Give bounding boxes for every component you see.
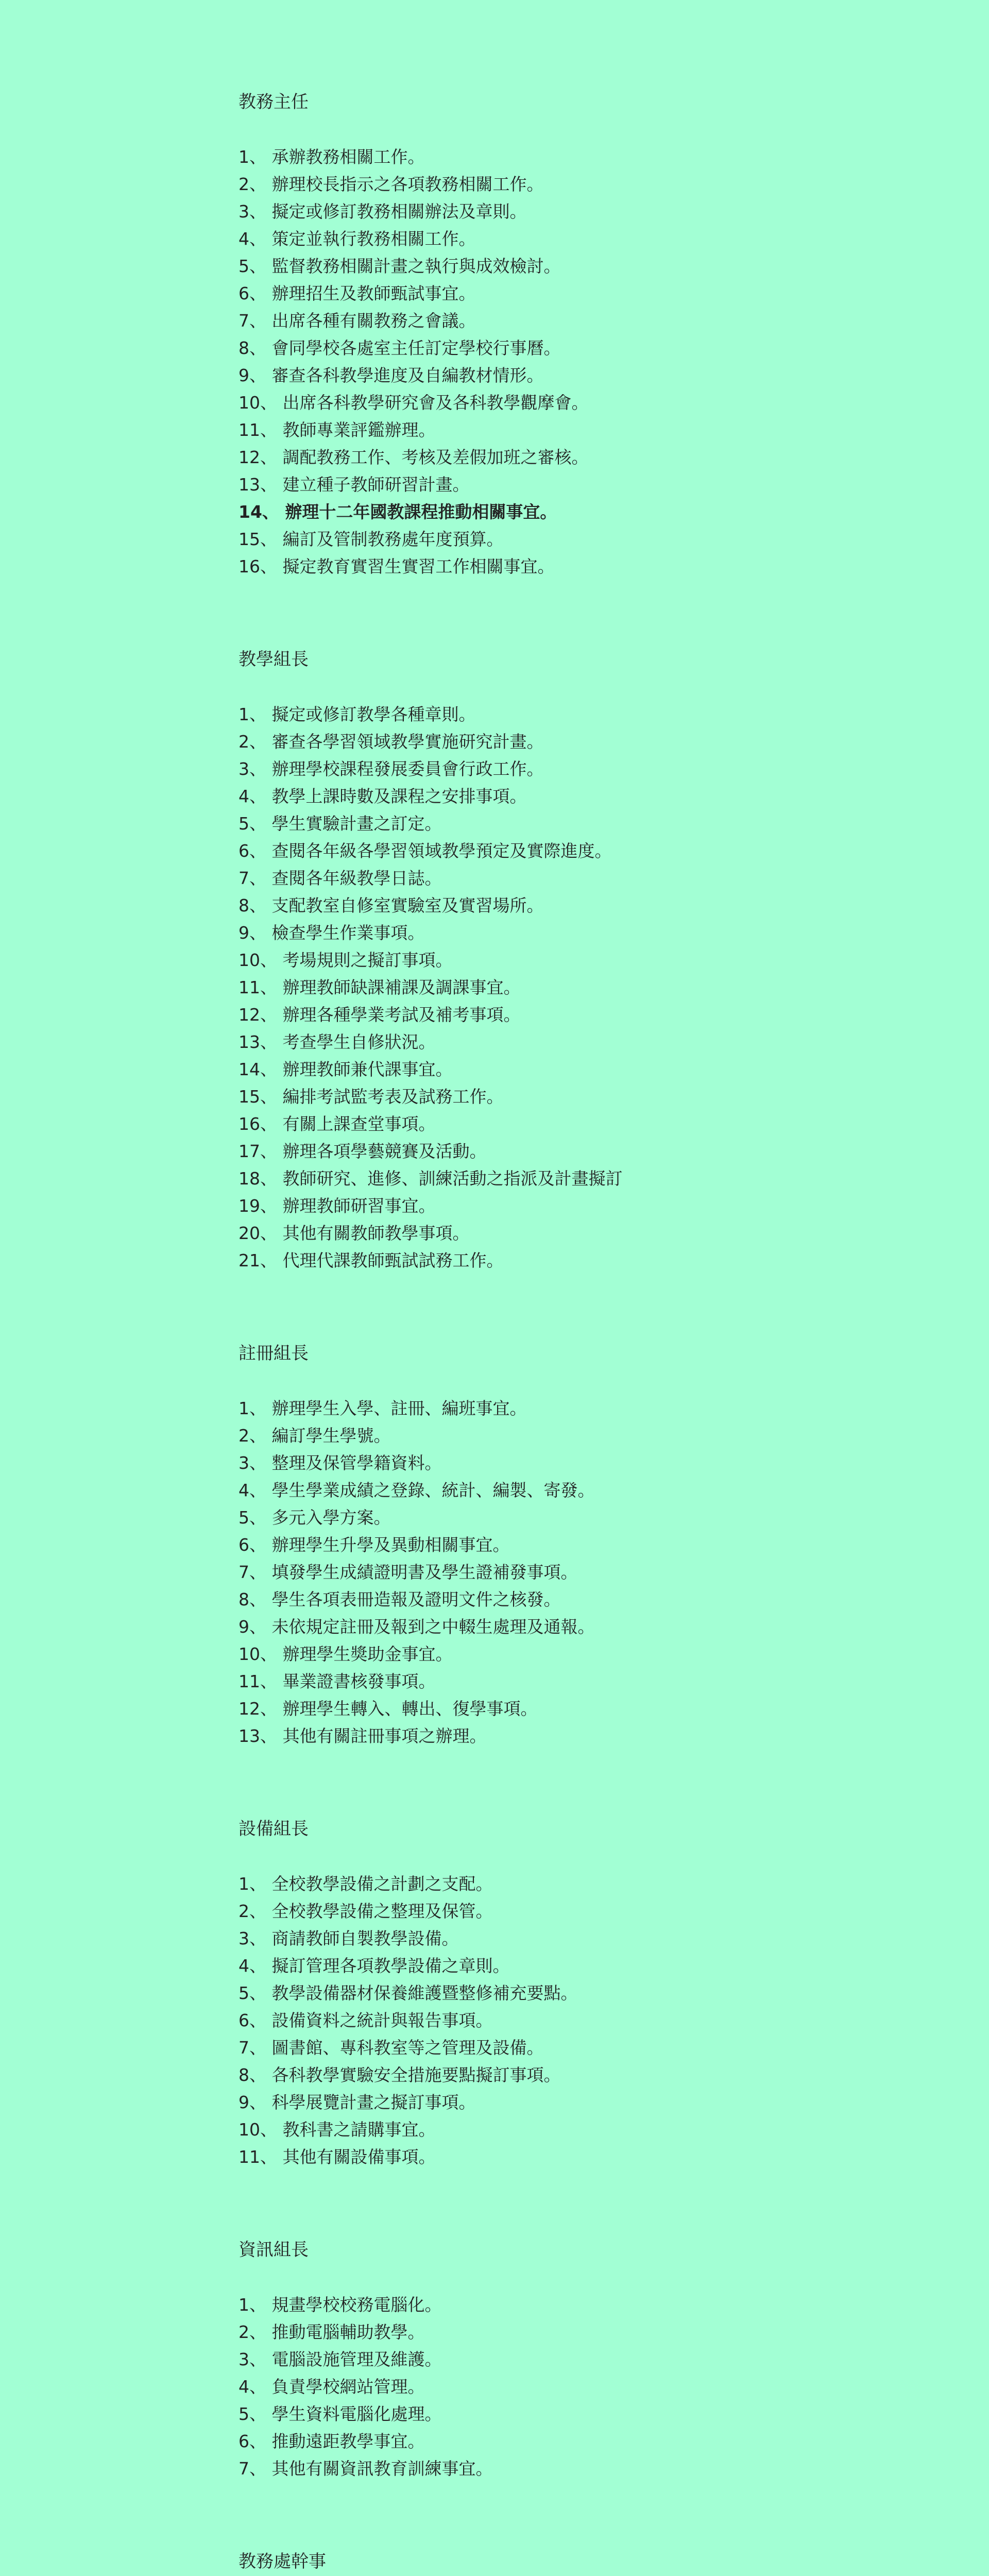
duty-item: 3、 電腦設施管理及維護。 xyxy=(238,2349,442,2369)
duty-list xyxy=(238,1870,989,2171)
section-equipment-chief xyxy=(238,1819,989,2171)
section-title: 設備組長 xyxy=(238,1819,309,1839)
duty-item: 4、 策定並執行教務相關工作。 xyxy=(238,229,476,249)
duty-item: 7、 圖書館、專科教室等之管理及設備。 xyxy=(238,2038,544,2058)
duty-item: 17、 辦理各項學藝競賽及活動。 xyxy=(238,1141,487,1161)
duty-item: 15、 編排考試監考表及試務工作。 xyxy=(238,1087,504,1107)
duty-item: 3、 擬定或修訂教務相關辦法及章則。 xyxy=(238,201,527,222)
duty-item: 4、 學生學業成績之登錄、統計、編製、寄發。 xyxy=(238,1480,595,1500)
duty-item: 11、 畢業證書核發事項。 xyxy=(238,1671,436,1691)
duty-item: 6、 設備資料之統計與報告事項。 xyxy=(238,2010,493,2030)
duty-item: 2、 全校教學設備之整理及保管。 xyxy=(238,1901,493,1921)
duty-item: 11、 其他有關設備事項。 xyxy=(238,2147,436,2167)
duty-item: 13、 考查學生自修狀況。 xyxy=(238,1032,436,1052)
section-title: 教務主任 xyxy=(238,92,309,112)
duty-item: 12、 辦理學生轉入、轉出、復學事項。 xyxy=(238,1699,538,1719)
duty-item: 13、 建立種子教師研習計畫。 xyxy=(238,474,470,495)
section-it-chief xyxy=(238,2240,989,2482)
duty-item: 16、 有關上課查堂事項。 xyxy=(238,1114,436,1134)
duty-item: 7、 填發學生成績證明書及學生證補發事項。 xyxy=(238,1562,578,1582)
duty-item: 6、 辦理招生及教師甄試事宜。 xyxy=(238,283,476,303)
duty-item: 2、 推動電腦輔助教學。 xyxy=(238,2322,425,2342)
duty-item: 10、 辦理學生獎助金事宜。 xyxy=(238,1644,453,1664)
duty-item: 5、 學生實驗計畫之訂定。 xyxy=(238,814,442,834)
section-title: 教學組長 xyxy=(238,649,309,670)
duty-item: 16、 擬定教育實習生實習工作相關事宜。 xyxy=(238,556,555,577)
duty-item: 1、 全校教學設備之計劃之支配。 xyxy=(238,1874,493,1894)
duty-item: 5、 監督教務相關計畫之執行與成效檢討。 xyxy=(238,256,561,276)
duty-item: 1、 辦理學生入學、註冊、編班事宜。 xyxy=(238,1398,527,1418)
duty-item: 1、 擬定或修訂教學各種章則。 xyxy=(238,704,476,724)
duty-item: 5、 多元入學方案。 xyxy=(238,1507,391,1528)
duty-item: 12、 調配教務工作、考核及差假加班之審核。 xyxy=(238,447,589,467)
section-title: 註冊組長 xyxy=(238,1343,309,1364)
duty-item: 8、 會同學校各處室主任訂定學校行事曆。 xyxy=(238,338,561,358)
section-academic-officer xyxy=(238,2551,989,2576)
duty-item: 1、 承辦教務相關工作。 xyxy=(238,147,425,167)
duty-item: 1、 規畫學校校務電腦化。 xyxy=(238,2295,442,2315)
duty-item: 9、 未依規定註冊及報到之中輟生處理及通報。 xyxy=(238,1617,595,1637)
duty-item: 19、 辦理教師研習事宜。 xyxy=(238,1196,436,1216)
duty-item: 6、 辦理學生升學及異動相關事宜。 xyxy=(238,1535,510,1555)
duty-item: 2、 辦理校長指示之各項教務相關工作。 xyxy=(238,174,544,194)
duty-item: 4、 負責學校網站管理。 xyxy=(238,2377,425,2397)
duty-item: 7、 查閱各年級教學日誌。 xyxy=(238,868,442,888)
duty-item: 9、 審查各科教學進度及自編教材情形。 xyxy=(238,365,544,385)
duty-item: 2、 審查各學習領域教學實施研究計畫。 xyxy=(238,732,544,752)
section-teaching-chief xyxy=(238,649,989,1274)
duty-item: 8、 支配教室自修室實驗室及實習場所。 xyxy=(238,895,544,916)
duty-item: 5、 教學設備器材保養維護暨整修補充要點。 xyxy=(238,1983,578,2003)
duty-item: 7、 出席各種有關教務之會議。 xyxy=(238,311,476,331)
duty-item: 15、 編訂及管制教務處年度預算。 xyxy=(238,529,504,549)
duty-item: 18、 教師研究、進修、訓練活動之指派及計畫擬訂 xyxy=(238,1168,623,1189)
duty-item: 6、 推動遠距教學事宜。 xyxy=(238,2431,425,2451)
duty-item: 11、 教師專業評鑑辦理。 xyxy=(238,420,436,440)
duty-item: 11、 辦理教師缺課補課及調課事宜。 xyxy=(238,977,521,997)
duty-item: 8、 各科教學實驗安全措施要點擬訂事項。 xyxy=(238,2065,561,2085)
duty-item: 10、 考場規則之擬訂事項。 xyxy=(238,950,453,970)
section-registry-chief xyxy=(238,1343,989,1750)
duty-item: 4、 擬訂管理各項教學設備之章則。 xyxy=(238,1956,510,1976)
duty-list xyxy=(238,143,989,580)
duty-item: 2、 編訂學生學號。 xyxy=(238,1426,391,1446)
duty-item: 3、 辦理學校課程發展委員會行政工作。 xyxy=(238,759,544,779)
duty-item: 3、 商請教師自製教學設備。 xyxy=(238,1928,459,1948)
duty-item: 9、 科學展覽計畫之擬訂事項。 xyxy=(238,2092,476,2112)
duty-list xyxy=(238,2291,989,2482)
duty-item: 13、 其他有關註冊事項之辦理。 xyxy=(238,1726,487,1746)
duty-item: 21、 代理代課教師甄試試務工作。 xyxy=(238,1250,504,1270)
duty-item: 12、 辦理各種學業考試及補考事項。 xyxy=(238,1005,521,1025)
duty-item: 5、 學生資料電腦化處理。 xyxy=(238,2404,442,2424)
duty-item: 9、 檢查學生作業事項。 xyxy=(238,923,425,943)
duty-item: 14、 辦理教師兼代課事宜。 xyxy=(238,1059,453,1079)
duty-item: 3、 整理及保管學籍資料。 xyxy=(238,1453,442,1473)
duty-item: 8、 學生各項表冊造報及證明文件之核發。 xyxy=(238,1589,561,1609)
duty-item: 20、 其他有關教師教學事項。 xyxy=(238,1223,470,1243)
duty-item: 10、 教科書之請購事宜。 xyxy=(238,2120,436,2140)
duty-list xyxy=(238,701,989,1274)
section-title: 教務處幹事 xyxy=(238,2551,326,2572)
duty-item: 10、 出席各科教學研究會及各科教學觀摩會。 xyxy=(238,393,589,413)
section-title: 資訊組長 xyxy=(238,2240,309,2260)
duty-item: 4、 教學上課時數及課程之安排事項。 xyxy=(238,786,527,806)
duty-item: 7、 其他有關資訊教育訓練事宜。 xyxy=(238,2459,493,2479)
duty-item: 6、 查閱各年級各學習領域教學預定及實際進度。 xyxy=(238,841,612,861)
duty-item: 14、 辦理十二年國教課程推動相關事宜。 xyxy=(238,502,557,522)
duty-list xyxy=(238,1395,989,1750)
section-academic-director xyxy=(238,92,989,580)
